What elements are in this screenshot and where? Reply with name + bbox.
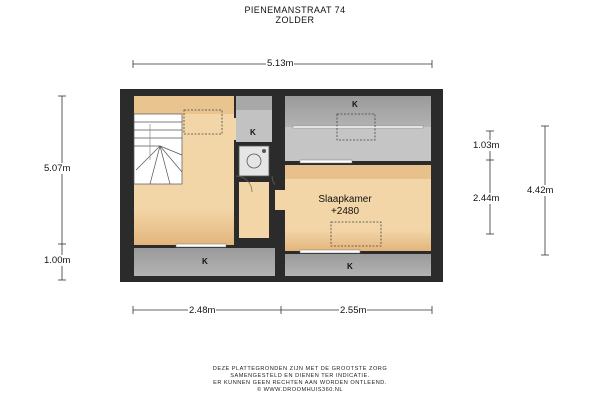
storage-label-bottom-left: K <box>202 257 208 266</box>
dim-right-mid: 2.44m <box>473 193 500 204</box>
dim-right-total: 4.42m <box>527 185 554 196</box>
dim-bottom-left: 2.48m <box>189 305 216 316</box>
dim-right-top: 1.03m <box>473 140 500 151</box>
storage-k-top-right <box>285 96 431 127</box>
staircase <box>134 114 182 184</box>
storage-k-bottom-right <box>285 254 431 276</box>
dim-total-depth: 5.07m <box>44 163 71 174</box>
disclaimer-line-2: SAMENGESTELD EN DIENEN TER INDICATIE. <box>230 373 370 379</box>
storage-label-top-right: K <box>352 100 358 109</box>
bedroom-name: Slaapkamer <box>318 194 372 205</box>
storage-label-bottom-right: K <box>347 262 353 271</box>
dim-bottom-right: 2.55m <box>340 305 367 316</box>
dim-lower-strip: 1.00m <box>44 255 71 266</box>
disclaimer <box>0 366 600 394</box>
storage-label-middle: K <box>250 128 256 137</box>
disclaimer-line-4: © WWW.DROOMHUIS360.NL <box>256 387 344 393</box>
floor-title: ZOLDER <box>275 15 315 25</box>
bedroom-height: +2480 <box>330 206 360 217</box>
disclaimer-line-1: DEZE PLATTEGRONDEN ZIJN MET DE GROOTSTE ZORG <box>212 366 388 372</box>
address-title: PIENEMANSTRAAT 74 <box>244 5 346 15</box>
dim-total-width: 5.13m <box>267 58 294 69</box>
disclaimer-line-3: ER KUNNEN GEEN RECHTEN AAN WORDEN ONTLEEND. <box>213 380 387 386</box>
